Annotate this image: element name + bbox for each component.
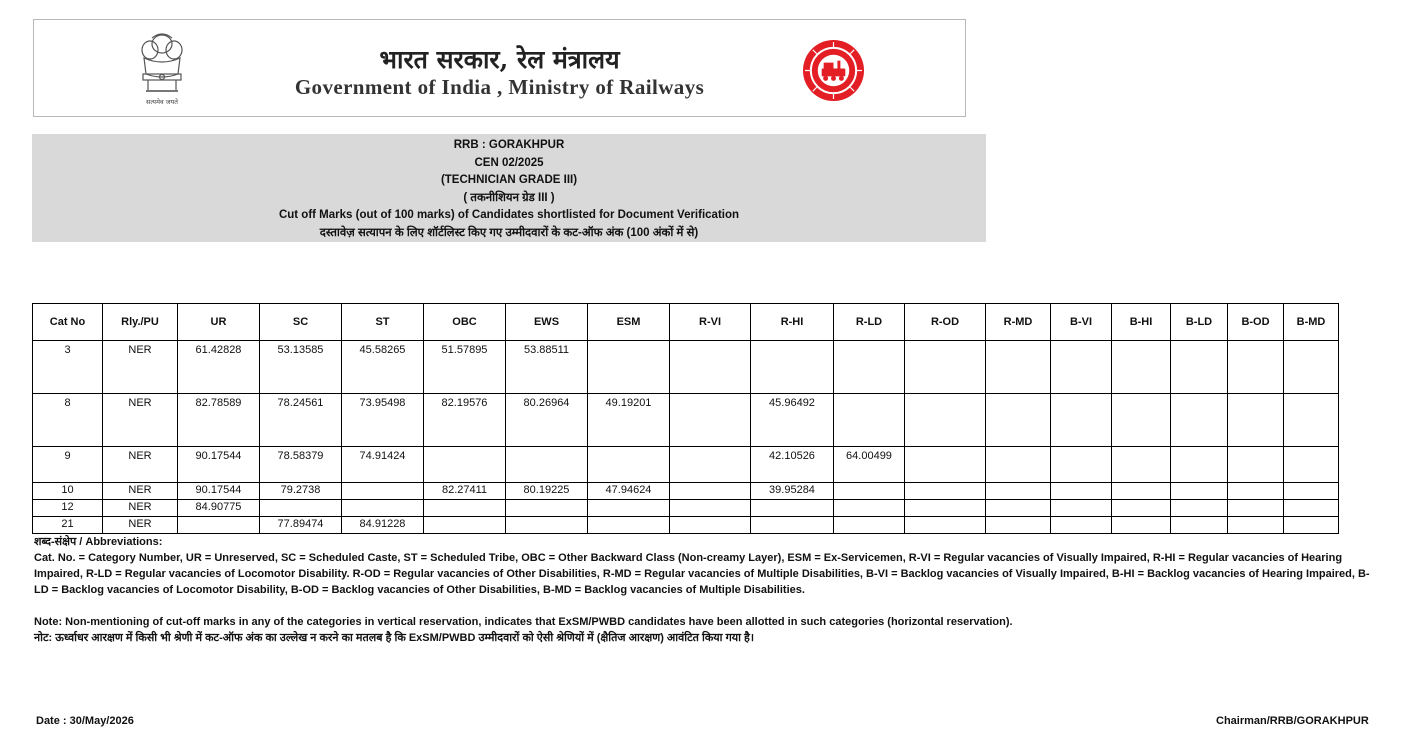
signatory: Chairman/RRB/GORAKHPUR bbox=[1216, 715, 1369, 727]
emblem-caption: सत्यमेव जयते bbox=[146, 98, 178, 106]
column-header: ESM bbox=[588, 304, 670, 341]
table-cell: 80.19225 bbox=[506, 483, 588, 500]
table-cell bbox=[670, 517, 751, 534]
table-cell bbox=[751, 341, 834, 394]
table-cell bbox=[178, 517, 260, 534]
table-cell bbox=[1171, 500, 1228, 517]
table-cell bbox=[1112, 341, 1171, 394]
table-cell bbox=[834, 341, 905, 394]
table-cell bbox=[424, 517, 506, 534]
table-cell: 10 bbox=[33, 483, 103, 500]
table-cell: 80.26964 bbox=[506, 394, 588, 447]
table-cell bbox=[1112, 447, 1171, 483]
letterhead bbox=[33, 19, 966, 117]
column-header: B-HI bbox=[1112, 304, 1171, 341]
table-cell bbox=[670, 394, 751, 447]
table-row bbox=[33, 394, 1339, 447]
table-cell bbox=[424, 500, 506, 517]
table-cell: 53.13585 bbox=[260, 341, 342, 394]
table-row bbox=[33, 447, 1339, 483]
table-cell: 79.2738 bbox=[260, 483, 342, 500]
table-cell: NER bbox=[103, 500, 178, 517]
table-cell: 78.58379 bbox=[260, 447, 342, 483]
table-cell: 74.91424 bbox=[342, 447, 424, 483]
table-cell: 82.78589 bbox=[178, 394, 260, 447]
table-cell bbox=[986, 394, 1051, 447]
abbreviations-section bbox=[34, 534, 1374, 646]
table-cell: 84.91228 bbox=[342, 517, 424, 534]
notice-title-block bbox=[32, 134, 986, 242]
table-cell: 82.27411 bbox=[424, 483, 506, 500]
table-cell bbox=[905, 517, 986, 534]
column-header: R-VI bbox=[670, 304, 751, 341]
table-cell: 9 bbox=[33, 447, 103, 483]
table-cell: 42.10526 bbox=[751, 447, 834, 483]
table-cell bbox=[1284, 341, 1339, 394]
table-cell bbox=[588, 447, 670, 483]
table-cell: 45.96492 bbox=[751, 394, 834, 447]
table-cell bbox=[1112, 517, 1171, 534]
cutoff-marks-table bbox=[32, 303, 1339, 534]
table-cell bbox=[1171, 517, 1228, 534]
table-cell bbox=[670, 341, 751, 394]
table-row bbox=[33, 341, 1339, 394]
table-cell bbox=[751, 517, 834, 534]
table-cell bbox=[986, 517, 1051, 534]
table-cell bbox=[1228, 483, 1284, 500]
table-cell bbox=[905, 483, 986, 500]
table-cell bbox=[834, 517, 905, 534]
table-cell: 45.58265 bbox=[342, 341, 424, 394]
table-cell: 8 bbox=[33, 394, 103, 447]
table-cell bbox=[506, 500, 588, 517]
column-header: R-LD bbox=[834, 304, 905, 341]
table-cell bbox=[986, 341, 1051, 394]
table-cell bbox=[1171, 341, 1228, 394]
table-cell: NER bbox=[103, 341, 178, 394]
table-cell bbox=[905, 447, 986, 483]
table-cell bbox=[986, 500, 1051, 517]
column-header: B-LD bbox=[1171, 304, 1228, 341]
table-cell bbox=[834, 394, 905, 447]
table-cell bbox=[1112, 500, 1171, 517]
note-english: Note: Non-mentioning of cut-off marks in any of the categories in vertical reservation, indicates that ExSM/PWBD candidates have been allotted in such categories (horizontal reservation). bbox=[34, 616, 1013, 628]
notice-line-cen: CEN 02/2025 bbox=[474, 156, 544, 169]
table-cell bbox=[1228, 500, 1284, 517]
table-cell bbox=[1112, 394, 1171, 447]
table-cell bbox=[1051, 500, 1112, 517]
header-title-hindi: भारत सरकार, रेल मंत्रालय bbox=[379, 45, 620, 74]
column-header: Rly./PU bbox=[103, 304, 178, 341]
table-cell: 12 bbox=[33, 500, 103, 517]
column-header: R-HI bbox=[751, 304, 834, 341]
table-cell bbox=[424, 447, 506, 483]
notice-line-rrb: RRB : GORAKHPUR bbox=[453, 139, 565, 151]
table-cell: 53.88511 bbox=[506, 341, 588, 394]
table-body bbox=[33, 341, 1339, 534]
table-cell: NER bbox=[103, 517, 178, 534]
table-cell bbox=[751, 500, 834, 517]
table-cell: 47.94624 bbox=[588, 483, 670, 500]
header-title-english: Government of India , Ministry of Railways bbox=[294, 75, 705, 99]
notice-line-post-hindi: ( तकनीशियन ग्रेड III ) bbox=[463, 191, 555, 204]
table-cell: 77.89474 bbox=[260, 517, 342, 534]
table-cell bbox=[1284, 517, 1339, 534]
table-cell bbox=[1284, 483, 1339, 500]
table-cell bbox=[1228, 394, 1284, 447]
column-header: R-MD bbox=[986, 304, 1051, 341]
table-cell: NER bbox=[103, 483, 178, 500]
table-cell bbox=[1228, 517, 1284, 534]
table-cell bbox=[1228, 447, 1284, 483]
notice-line-post-english: (TECHNICIAN GRADE III) bbox=[440, 174, 578, 186]
table-cell bbox=[1051, 394, 1112, 447]
table-cell bbox=[1284, 394, 1339, 447]
table-cell: 73.95498 bbox=[342, 394, 424, 447]
table-cell: 64.00499 bbox=[834, 447, 905, 483]
table-cell: 49.19201 bbox=[588, 394, 670, 447]
table-cell bbox=[342, 500, 424, 517]
table-cell: 61.42828 bbox=[178, 341, 260, 394]
table-cell bbox=[1112, 483, 1171, 500]
table-cell: 90.17544 bbox=[178, 483, 260, 500]
table-cell: 3 bbox=[33, 341, 103, 394]
column-header: ST bbox=[342, 304, 424, 341]
table-cell bbox=[905, 500, 986, 517]
table-cell bbox=[588, 517, 670, 534]
table-cell bbox=[1284, 447, 1339, 483]
table-cell bbox=[1051, 447, 1112, 483]
column-header: B-OD bbox=[1228, 304, 1284, 341]
column-header: B-VI bbox=[1051, 304, 1112, 341]
table-cell bbox=[670, 447, 751, 483]
table-cell: 90.17544 bbox=[178, 447, 260, 483]
table-cell: NER bbox=[103, 447, 178, 483]
column-header: SC bbox=[260, 304, 342, 341]
table-cell bbox=[1228, 341, 1284, 394]
table-cell: 78.24561 bbox=[260, 394, 342, 447]
abbreviations-text: Cat. No. = Category Number, UR = Unreserved, SC = Scheduled Caste, ST = Scheduled Tribe, OBC = Other Backward Class (Non-creamy Layer), ESM = Ex-Servicemen, R-VI = Regular vacancies of Visually Impaired, R-HI = Regular vacancies of Hearing Impaired, R-LD = Regular vacancies of Locomotor Disability. R-OD = Regular vacancies of Other Disabilities, R-MD = Regular vacancies of Multiple Disabilities, B-VI = Backlog vacancies of Visually Impaired, B-HI = Backlog vacancies of Hearing Impaired, B-LD = Backlog vacancies of Locomotor Disability, B-OD = Backlog vacancies of Other Disabilities, B-MD = Backlog vacancies of Multiple Disabilities. bbox=[34, 552, 1370, 596]
table-row bbox=[33, 500, 1339, 517]
table-cell: 51.57895 bbox=[424, 341, 506, 394]
issue-date: Date : 30/May/2026 bbox=[36, 715, 134, 727]
table-cell bbox=[905, 394, 986, 447]
table-cell bbox=[1171, 447, 1228, 483]
table-row bbox=[33, 517, 1339, 534]
table-cell: 82.19576 bbox=[424, 394, 506, 447]
column-header: R-OD bbox=[905, 304, 986, 341]
table-cell bbox=[588, 500, 670, 517]
table-cell bbox=[670, 483, 751, 500]
table-cell: 39.95284 bbox=[751, 483, 834, 500]
table-cell bbox=[1051, 341, 1112, 394]
table-cell bbox=[834, 500, 905, 517]
table-cell bbox=[905, 341, 986, 394]
table-cell bbox=[506, 447, 588, 483]
column-header: Cat No bbox=[33, 304, 103, 341]
table-header-row bbox=[33, 304, 1339, 341]
column-header: OBC bbox=[424, 304, 506, 341]
table-cell: 84.90775 bbox=[178, 500, 260, 517]
table-cell: NER bbox=[103, 394, 178, 447]
table-cell bbox=[342, 483, 424, 500]
table-cell bbox=[1051, 483, 1112, 500]
table-cell: 21 bbox=[33, 517, 103, 534]
table-cell bbox=[670, 500, 751, 517]
table-cell bbox=[986, 483, 1051, 500]
table-cell bbox=[986, 447, 1051, 483]
table-row bbox=[33, 483, 1339, 500]
column-header: UR bbox=[178, 304, 260, 341]
table-cell bbox=[1171, 394, 1228, 447]
note-hindi: नोट: ऊर्ध्वाधर आरक्षण में किसी भी श्रेणी में कट-ऑफ अंक का उल्लेख न करने का मतलब है कि ExSM/PWBD उम्मीदवारों को ऐसी श्रेणियों में (क्षैतिज आरक्षण) आवंटित किया गया है। bbox=[34, 632, 755, 644]
table-cell bbox=[506, 517, 588, 534]
table-cell bbox=[1284, 500, 1339, 517]
notice-line-subject-hindi: दस्तावेज़ सत्यापन के लिए शॉर्टलिस्ट किए गए उम्मीदवारों के कट-ऑफ अंक (100 अंकों में से) bbox=[319, 226, 699, 239]
table-cell bbox=[834, 483, 905, 500]
abbreviations-heading: शब्द-संक्षेप / Abbreviations: bbox=[34, 536, 163, 548]
table-cell bbox=[1051, 517, 1112, 534]
column-header: EWS bbox=[506, 304, 588, 341]
column-header: B-MD bbox=[1284, 304, 1339, 341]
table-cell bbox=[260, 500, 342, 517]
indian-railways-logo-icon bbox=[802, 39, 865, 102]
table-cell bbox=[588, 341, 670, 394]
table-cell bbox=[1171, 483, 1228, 500]
notice-line-subject-english: Cut off Marks (out of 100 marks) of Candidates shortlisted for Document Verification bbox=[278, 209, 740, 221]
